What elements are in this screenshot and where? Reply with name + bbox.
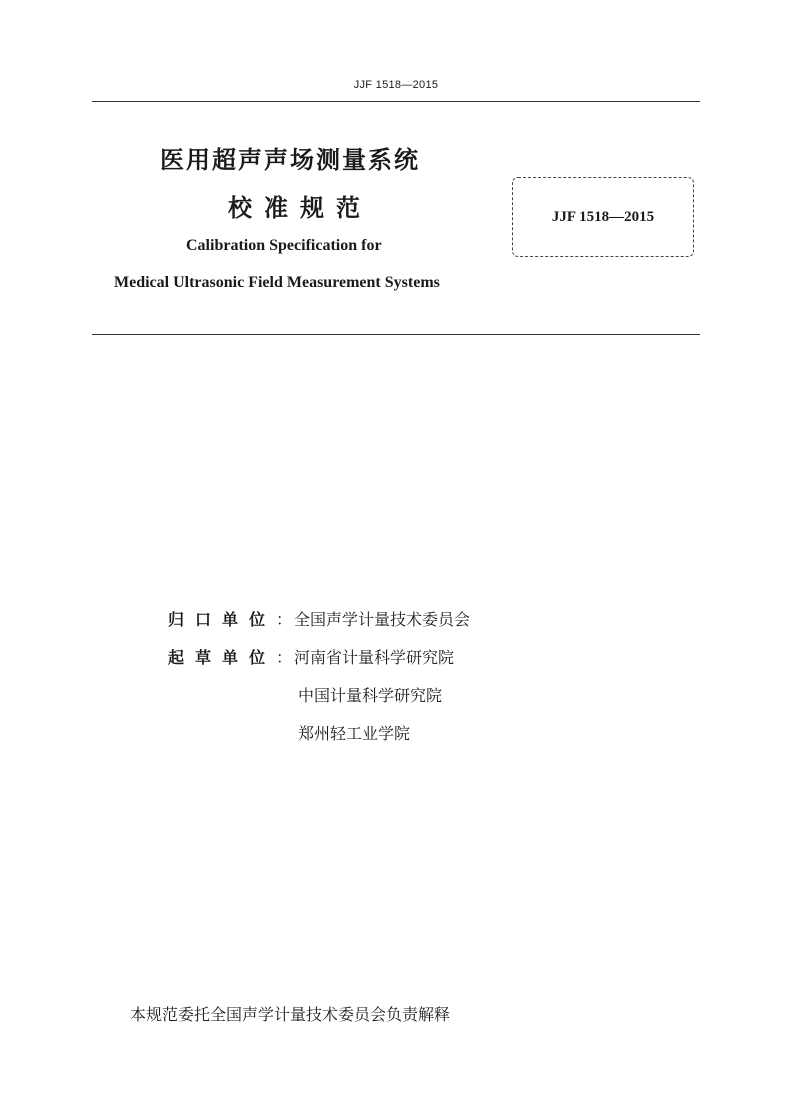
responsible-unit-label: 归口单位	[168, 610, 277, 629]
drafting-unit-colon: ：	[276, 648, 293, 667]
drafting-unit-row	[168, 645, 454, 668]
title-chinese-line-1: 医用超声声场测量系统	[160, 146, 420, 174]
title-chinese-line-2: 校准规范	[228, 194, 372, 222]
drafting-unit-value-1: 河南省计量科学研究院	[294, 648, 455, 667]
responsible-unit-row	[168, 607, 470, 630]
responsible-unit-colon: ：	[276, 610, 293, 629]
title-divider	[92, 334, 700, 335]
responsible-unit-value: 全国声学计量技术委员会	[294, 610, 471, 629]
drafting-unit-label: 起草单位	[168, 648, 277, 667]
drafting-unit-value-2: 中国计量科学研究院	[298, 686, 443, 705]
standard-code-box-text: JJF 1518—2015	[551, 208, 655, 225]
title-english-line-1: Calibration Specification for	[186, 237, 382, 254]
header-standard-code: JJF 1518—2015	[353, 79, 439, 91]
title-english-line-2: Medical Ultrasonic Field Measurement Systems	[114, 274, 440, 291]
interpretation-note: 本规范委托全国声学计量技术委员会负责解释	[130, 1005, 451, 1024]
standard-code-box	[512, 177, 694, 257]
header-divider	[92, 101, 700, 102]
drafting-unit-value-3: 郑州轻工业学院	[298, 724, 411, 743]
